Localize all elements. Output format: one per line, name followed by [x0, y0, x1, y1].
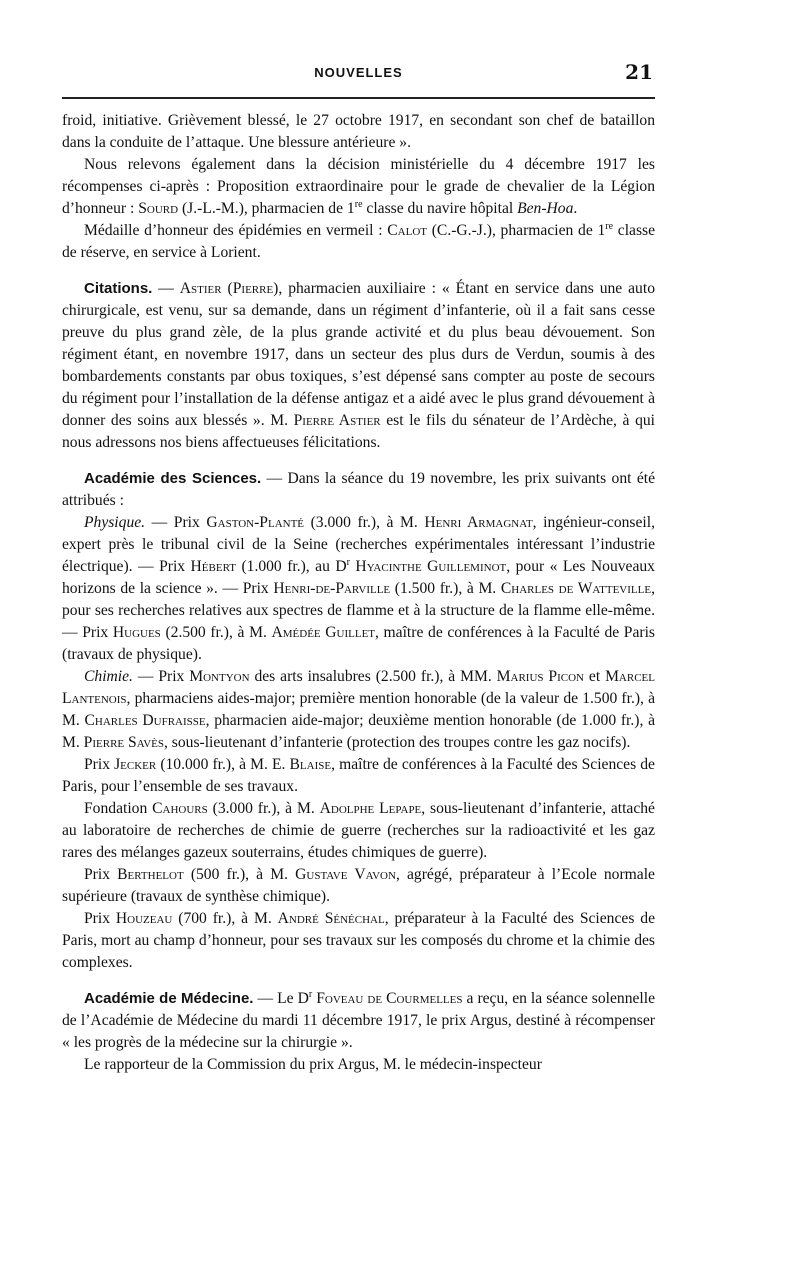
paragraph-medaille: Médaille d’honneur des épidémies en vermeil : Calot (C.-G.-J.), pharmacien de 1re classe de réserve, en service à Lorient.: [62, 220, 656, 261]
section-citations: Citations. — Astier (Pierre), pharmacien auxiliaire : « Étant en service dans une auto chirurgicale, est venu, sur sa demande, dans un régiment d’infanterie, où il a fait sans cesse preuve du plus grand zèle, de la plus grande activité et du plus beau dévouement. Son régiment étant, en novembre 1917, dans un secteur des plus durs de Verdun, soumis à des bombardements constants par obus toxiques, s’est dépensé sans compter au poste de secours du régiment pour l’installation de la défense antigaz et a aidé avec le plus grand dévouement à donner des soins aux blessés ». M. Pierre Astier est le fils du sénateur de l’Ardèche, à qui nous adressons nos biens affectueuses félicitations.: [62, 280, 656, 451]
page-header: [62, 60, 655, 94]
paragraph-rapporteur: Le rapporteur de la Commission du prix Argus, M. le médecin-inspecteur: [84, 1056, 542, 1073]
section-heading: Citations.: [84, 280, 153, 297]
header-rule: [62, 97, 655, 99]
paragraph-prix-houzeau: Prix Houzeau (700 fr.), à M. André Sénéchal, préparateur à la Faculté des Sciences de Paris, mort au champ d’honneur, pour ses travaux sur les composés du chrome et la chimie des complexes.: [62, 910, 655, 971]
ship-name: Ben-Hoa: [517, 200, 574, 217]
paragraph-prix-berthelot: Prix Berthelot (500 fr.), à M. Gustave Vavon, agrégé, préparateur à l’Ecole normale supérieure (travaux de synthèse chimique).: [62, 866, 655, 905]
person-name: Astier (Pierre): [179, 280, 279, 297]
running-title: NOUVELLES: [314, 65, 403, 80]
paragraph-continuation: froid, initiative. Grièvement blessé, le 27 octobre 1917, en secondant son chef de bataillon dans la conduite de l’attaque. Une blessure antérieure ».: [62, 112, 655, 151]
person-name: Calot: [387, 222, 428, 239]
section-heading: Académie des Sciences.: [84, 470, 262, 487]
subsection-label: Chimie.: [84, 668, 133, 685]
subsection-label: Physique.: [84, 514, 146, 531]
person-name: Pierre Astier: [293, 412, 381, 429]
article-body: [62, 110, 655, 1076]
section-heading: Académie de Médecine.: [84, 990, 254, 1007]
paragraph-chimie: Chimie. — Prix Montyon des arts insalubres (2.500 fr.), à MM. Marius Picon et Marcel Lantenois, pharmaciens aides-major; première mention honorable (de la valeur de 1.500 fr.), à M. Charles Dufraisse, pharmacien aide-major; deuxième mention honorable (de 1.000 fr.), à M. Pierre Savès, sous-lieutenant d’infanterie (protection des troupes contre les gaz nocifs).: [62, 668, 656, 751]
page-number: 21: [625, 60, 653, 84]
paragraph-physique: Physique. — Prix Gaston-Planté (3.000 fr.), à M. Henri Armagnat, ingénieur-conseil, expert près le tribunal civil de la Seine (recherches expérimentales intéressant l’industrie électrique). — Prix Hébert (1.000 fr.), au $D^r$ Hyacinthe Guilleminot, pour « Les Nouveaux horizons de la science ». — Prix Henri-de-Parville (1.500 fr.), à M. Charles de Watteville, pour ses recherches relatives aux spectres de flamme et à la structure de la flamme elle-même. — Prix Hugues (2.500 fr.), à M. Amédée Guillet, maître de conférences à la Faculté de Paris (travaux de physique).: [62, 514, 655, 663]
paragraph-legion-honneur: Nous relevons également dans la décision ministérielle du 4 décembre 1917 les récompenses ci-après : Proposition extraordinaire pour le grade de chevalier de la Légion d’honneur : Sourd (J.-L.-M.), pharmacien de 1re classe du navire hôpital Ben-Hoa.: [62, 156, 655, 217]
person-name: Sourd: [138, 200, 179, 217]
section-academie-sciences: Académie des Sciences. — Dans la séance du 19 novembre, les prix suivants ont été attribués :: [62, 470, 655, 509]
paragraph-prix-jecker: Prix Jecker (10.000 fr.), à M. E. Blaise, maître de conférences à la Faculté des Sciences de Paris, pour l’ensemble de ses travaux.: [62, 756, 655, 795]
paragraph-fondation-cahours: Fondation Cahours (3.000 fr.), à M. Adolphe Lepape, sous-lieutenant d’infanterie, attaché au laboratoire de recherches de chimie de guerre (recherches sur la radioactivité et les gaz rares des mélanges gazeux souterrains, études chimiques de guerre).: [62, 800, 655, 861]
section-academie-medecine: Académie de Médecine. — Le $D^r$ Foveau de Courmelles a reçu, en la séance solennelle de l’Académie de Médecine du mardi 11 décembre 1917, le prix Argus, destiné à récompenser « les progrès de la médecine sur la chirurgie ».: [62, 988, 655, 1051]
